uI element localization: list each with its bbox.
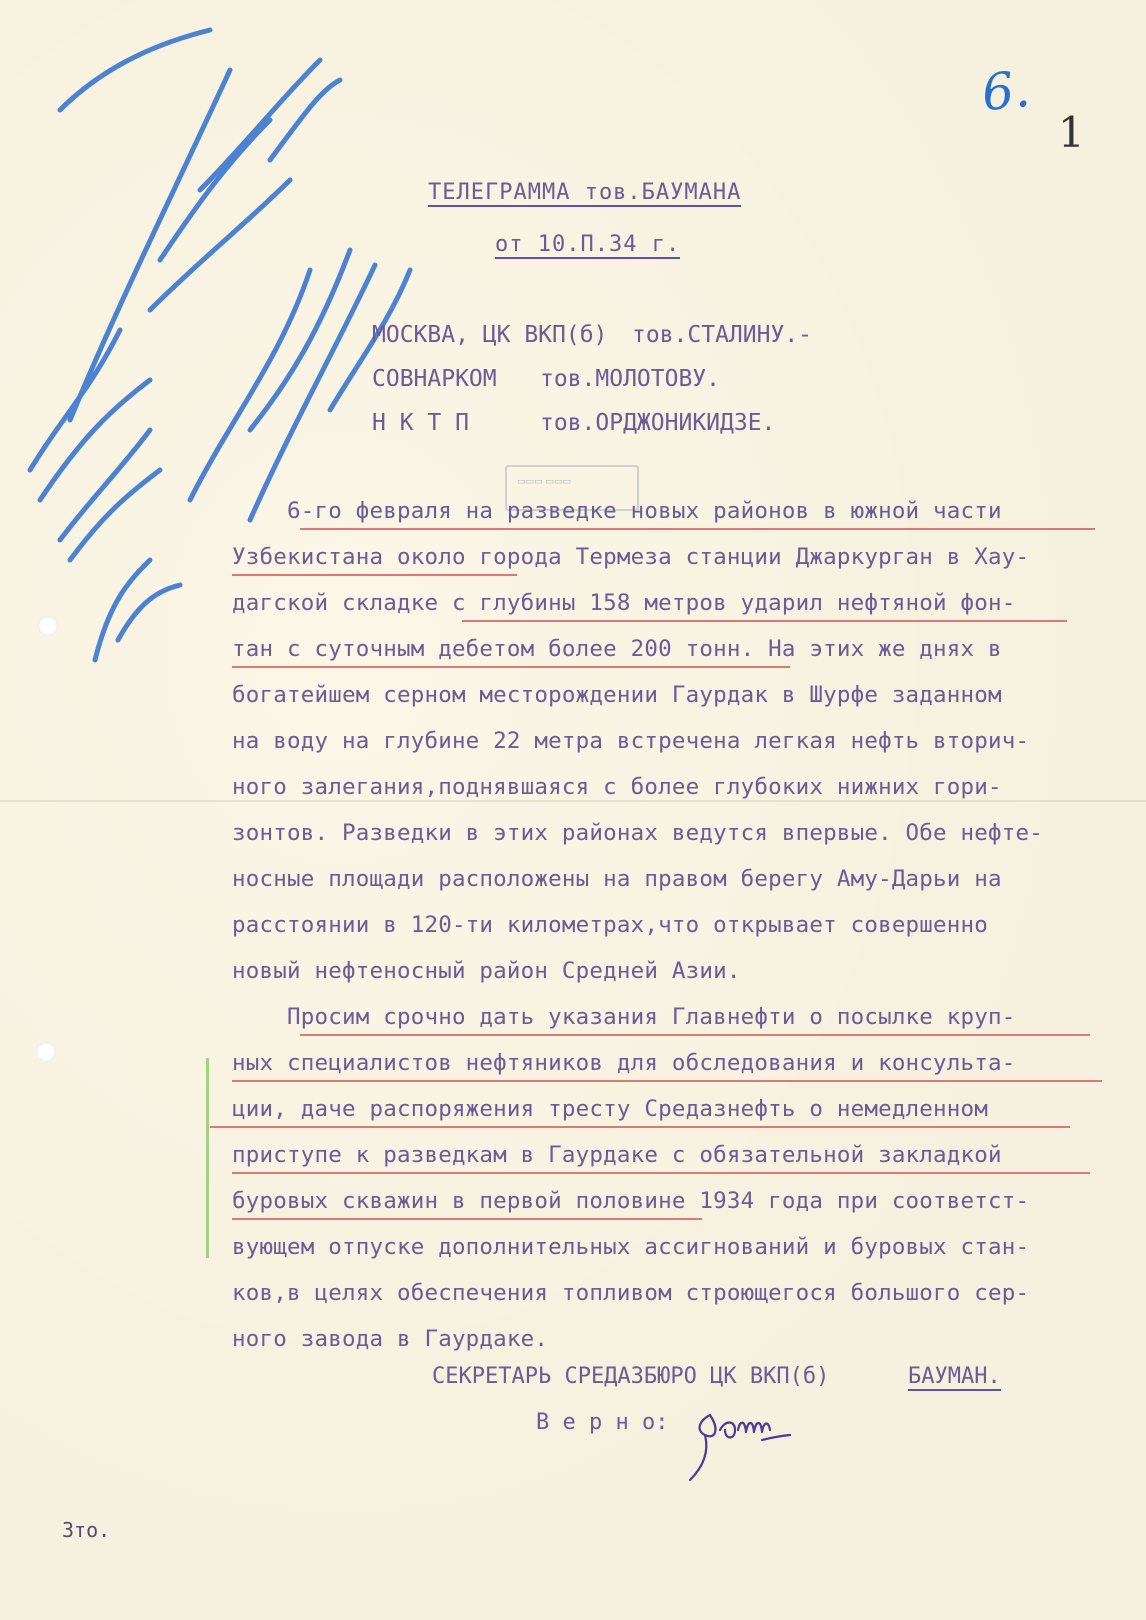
addressee-org-3: Н К Т П	[372, 410, 469, 436]
body-line: тан с суточным дебетом более 200 тонн. На этих же днях в	[232, 636, 1002, 662]
body-line: на воду на глубине 22 метра встречена легкая нефть вторич-	[232, 728, 1030, 754]
page-number-black: 1	[1058, 108, 1085, 157]
addressee-name-3: тов.ОРДЖОНИКИДЗЕ.	[540, 410, 776, 436]
body-line: приступе к разведкам в Гаурдаке с обязательной закладкой	[232, 1142, 1002, 1168]
red-underline	[232, 666, 790, 668]
green-margin-mark	[206, 1058, 209, 1258]
red-underline	[232, 1218, 702, 1220]
body-line: вующем отпуске дополнительных ассигнований и буровых стан-	[232, 1234, 1030, 1260]
body-line: ного залегания,поднявшаяся с более глубоких нижних гори-	[232, 774, 1002, 800]
addressee-org-2: СОВНАРКОМ	[372, 366, 497, 392]
body-line: ции, даче распоряжения тресту Средазнефть о немедленном	[232, 1096, 989, 1122]
red-underline	[232, 574, 517, 576]
body-line: зонтов. Разведки в этих районах ведутся впервые. Обе нефте-	[232, 820, 1044, 846]
verified-label: В е р н о:	[536, 1410, 669, 1435]
red-underline	[232, 1172, 1090, 1174]
stamp-text: ▭▭▭ ▭▭▭	[517, 477, 571, 487]
punch-hole	[36, 1042, 56, 1062]
addressee-name-1: тов.СТАЛИНУ.-	[632, 322, 813, 348]
red-underline	[232, 1080, 1102, 1082]
body-line: богатейшем серном месторождении Гаурдак в Шурфе заданном	[232, 682, 1002, 708]
red-underline	[462, 620, 1067, 622]
telegram-title: ТЕЛЕГРАММА тов.БАУМАНА	[428, 180, 742, 205]
signature-position: СЕКРЕТАРЬ СРЕДАЗБЮРО ЦК ВКП(б)	[432, 1364, 830, 1389]
addressee-name-2: тов.МОЛОТОВУ.	[540, 366, 721, 392]
body-line: ного завода в Гаурдаке.	[232, 1326, 549, 1352]
page-number-blue: 6.	[979, 59, 1033, 123]
body-line: носные площади расположены на правом берегу Аму-Дарьи на	[232, 866, 1002, 892]
body-line: дагской складке с глубины 158 метров ударил нефтяной фон-	[232, 590, 1016, 616]
body-line: Узбекистана около города Термеза станции Джаркурган в Хау-	[232, 544, 1030, 570]
addressee-org-1: МОСКВА, ЦК ВКП(б)	[372, 322, 608, 348]
body-line: расстоянии в 120-ти километрах,что открывает совершенно	[232, 912, 989, 938]
body-line: Просим срочно дать указания Главнефти о посылке круп-	[232, 1004, 1016, 1030]
footer-code: Зто.	[62, 1518, 111, 1542]
red-underline	[210, 1126, 1070, 1128]
handwritten-signature	[680, 1400, 800, 1490]
body-line: буровых скважин в первой половине 1934 года при соответст-	[232, 1188, 1030, 1214]
red-underline	[300, 1034, 1090, 1036]
body-line: ков,в целях обеспечения топливом строющегося большого сер-	[232, 1280, 1030, 1306]
fold-crease	[0, 800, 1146, 802]
signature-name: БАУМАН.	[908, 1364, 1001, 1389]
red-underline	[300, 528, 1095, 530]
body-line: ных специалистов нефтяников для обследования и консульта-	[232, 1050, 1016, 1076]
body-line: новый нефтеносный район Средней Азии.	[232, 958, 741, 984]
body-line: 6-го февраля на разведке новых районов в южной части	[232, 498, 1002, 524]
telegram-date: от 10.П.34 г.	[495, 232, 681, 257]
